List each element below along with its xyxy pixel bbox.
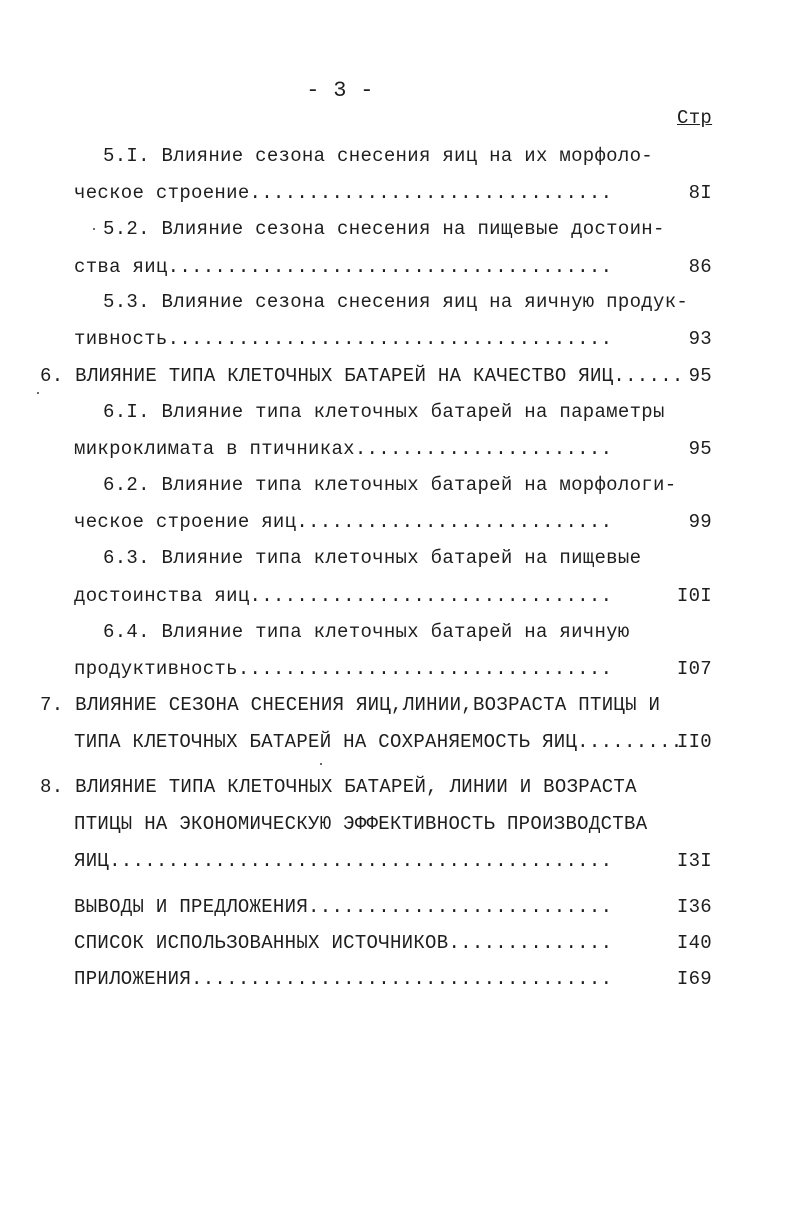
scan-speck bbox=[93, 228, 95, 230]
toc-entry-8-line-1: 8. ВЛИЯНИЕ ТИПА КЛЕТОЧНЫХ БАТАРЕЙ, ЛИНИИ И ВОЗРАСТА bbox=[40, 776, 637, 798]
page-column-header: Стр bbox=[677, 107, 713, 129]
toc-entry-appendices: ПРИЛОЖЕНИЯ.................................... bbox=[74, 968, 613, 990]
toc-entry-5-3-line-1: 5.3. Влияние сезона снесения яиц на яичную продук- bbox=[103, 291, 689, 313]
toc-entry-5-1-line-1: 5.I. Влияние сезона снесения яиц на их морфоло- bbox=[103, 145, 653, 167]
toc-entry-conclusions-page: I36 bbox=[676, 896, 712, 918]
scan-speck bbox=[320, 763, 322, 765]
toc-entry-6-line-1: 6. ВЛИЯНИЕ ТИПА КЛЕТОЧНЫХ БАТАРЕЙ НА КАЧЕСТВО ЯИЦ...... bbox=[40, 365, 684, 387]
toc-entry-6-4-page: I07 bbox=[676, 658, 712, 680]
toc-entry-6-2-page: 99 bbox=[688, 511, 712, 533]
toc-entry-5-1-line-2: ческое строение............................... bbox=[74, 182, 613, 204]
toc-entry-7-page: II0 bbox=[676, 731, 712, 753]
toc-entry-6-1-line-1: 6.I. Влияние типа клеточных батарей на параметры bbox=[103, 401, 665, 423]
toc-entry-7-line-1: 7. ВЛИЯНИЕ СЕЗОНА СНЕСЕНИЯ ЯИЦ,ЛИНИИ,ВОЗРАСТА ПТИЦЫ И bbox=[40, 694, 661, 716]
toc-entry-5-2-page: 86 bbox=[688, 256, 712, 278]
toc-entry-appendices-page: I69 bbox=[676, 968, 712, 990]
toc-entry-7-line-2: ТИПА КЛЕТОЧНЫХ БАТАРЕЙ НА СОХРАНЯЕМОСТЬ ЯИЦ......... bbox=[74, 731, 683, 753]
toc-entry-6-4-line-1: 6.4. Влияние типа клеточных батарей на яичную bbox=[103, 621, 630, 643]
toc-entry-6-1-line-2: микроклимата в птичниках...................... bbox=[74, 438, 613, 460]
toc-entry-6-2-line-2: ческое строение яиц........................... bbox=[74, 511, 613, 533]
toc-entry-8-line-2: ПТИЦЫ НА ЭКОНОМИЧЕСКУЮ ЭФФЕКТИВНОСТЬ ПРОИЗВОДСТВА bbox=[74, 813, 648, 835]
toc-entry-conclusions: ВЫВОДЫ И ПРЕДЛОЖЕНИЯ.......................... bbox=[74, 896, 613, 918]
toc-entry-6-1-page: 95 bbox=[688, 438, 712, 460]
scan-speck bbox=[37, 392, 39, 394]
page-number: - 3 - bbox=[306, 78, 374, 103]
toc-entry-references: СПИСОК ИСПОЛЬЗОВАННЫХ ИСТОЧНИКОВ.............. bbox=[74, 932, 613, 954]
toc-entry-6-3-page: I0I bbox=[676, 585, 712, 607]
toc-entry-5-3-line-2: тивность...................................... bbox=[74, 328, 613, 350]
toc-entry-8-page: I3I bbox=[676, 850, 712, 872]
toc-entry-6-2-line-1: 6.2. Влияние типа клеточных батарей на морфологи- bbox=[103, 474, 677, 496]
toc-entry-6-page: 95 bbox=[688, 365, 712, 387]
toc-entry-5-1-page: 8I bbox=[688, 182, 712, 204]
toc-entry-8-line-3: ЯИЦ........................................... bbox=[74, 850, 613, 872]
toc-entry-6-4-line-2: продуктивность................................ bbox=[74, 658, 613, 680]
toc-entry-6-3-line-1: 6.3. Влияние типа клеточных батарей на пищевые bbox=[103, 547, 642, 569]
toc-entry-5-3-page: 93 bbox=[688, 328, 712, 350]
toc-entry-5-2-line-2: ства яиц...................................... bbox=[74, 256, 613, 278]
toc-entry-6-3-line-2: достоинства яиц............................... bbox=[74, 585, 613, 607]
toc-entry-5-2-line-1: 5.2. Влияние сезона снесения на пищевые достоин- bbox=[103, 218, 665, 240]
toc-entry-references-page: I40 bbox=[676, 932, 712, 954]
